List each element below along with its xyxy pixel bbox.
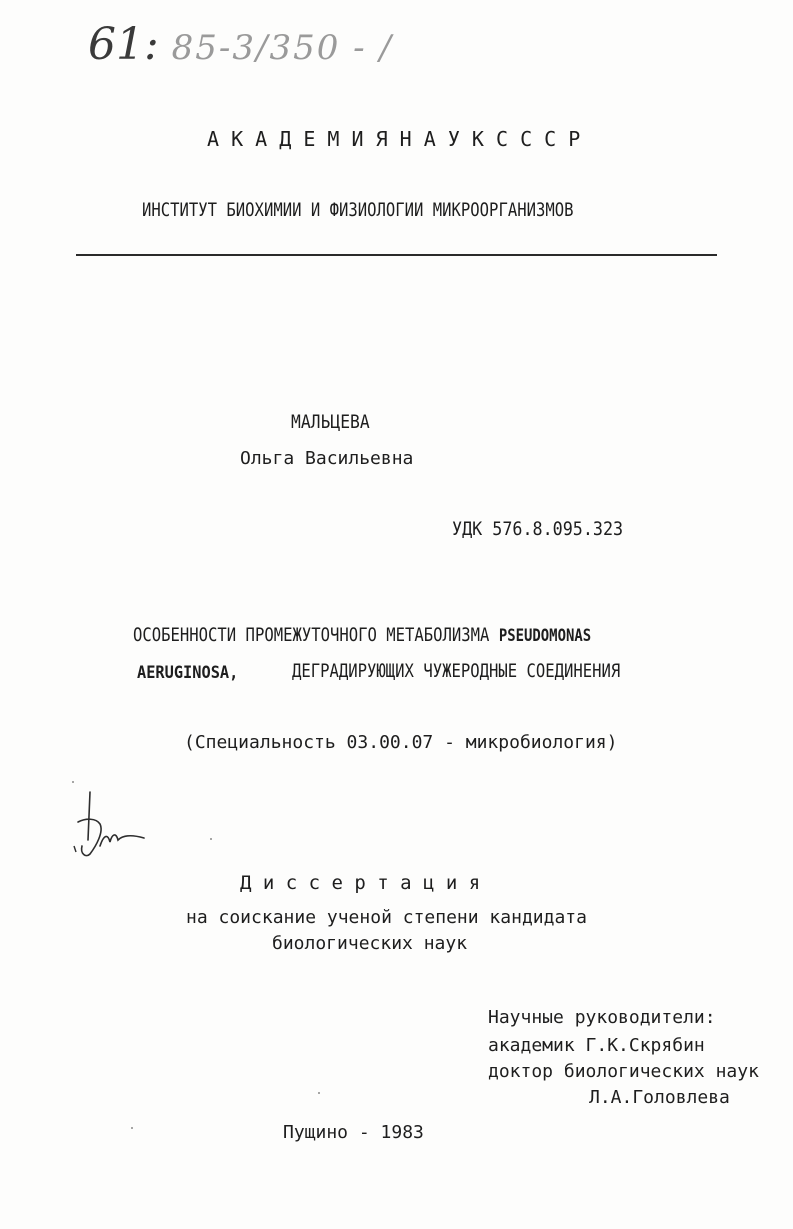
supervisor-2-name: Л.А.Головлева [589,1087,730,1108]
place-and-year: Пущино - 1983 [283,1122,424,1143]
document-kind: Д и с с е р т а ц и я [240,872,481,894]
scan-speck [318,1092,320,1094]
degree-purpose-line-2: биологических наук [272,933,468,954]
author-given-names: Ольга Васильевна [240,448,414,469]
scan-speck [131,1127,133,1129]
title-line-1 [133,624,692,647]
signature [60,780,160,870]
institute-heading: ИНСТИТУТ БИОХИМИИ И ФИЗИОЛОГИИ МИКРООРГАНИЗМОВ [142,199,574,221]
supervisors-heading: Научные руководители: [488,1007,716,1028]
title-line-2-text: ДЕГРАДИРУЮЩИХ ЧУЖЕРОДНЫЕ СОЕДИНЕНИЯ [292,660,621,682]
title-line-2 [137,661,250,684]
title-line1-text: ОСОБЕННОСТИ ПРОМЕЖУТОЧНОГО МЕТАБОЛИЗМА [133,624,499,646]
scan-speck [210,838,212,840]
supervisor-1: академик Г.К.Скрябин [488,1035,705,1056]
scan-speck [72,781,74,783]
supervisor-2-title: доктор биологических наук [488,1061,759,1082]
academy-heading: А К А Д Е М И Я Н А У К С С С Р [207,127,581,151]
title-organism-species: AERUGINOSA, [137,663,239,683]
archive-number-faint: 85-3/350 - / [158,28,393,68]
archive-number-main: 61: [88,19,159,70]
title-organism-genus: PSEUDOMONAS [498,626,592,646]
degree-purpose-line-1: на соискание ученой степени кандидата [186,907,587,928]
author-surname: МАЛЬЦЕВА [291,411,370,433]
udc-code: УДК 576.8.095.323 [452,518,624,540]
specialty-line: (Специальность 03.00.07 - микробиология) [184,732,618,753]
header-divider [76,254,717,256]
archive-handwritten-note [88,20,393,73]
